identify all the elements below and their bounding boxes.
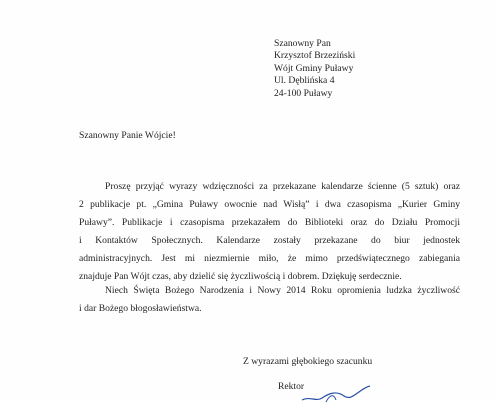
paragraph-line: znajduje Pan Wójt czas, aby dzielić się życzliwością i dobrem. Dziękuję serdecznie.	[79, 271, 402, 282]
body-paragraph-1	[79, 178, 460, 286]
paragraph-line: Niech Święta Bożego Narodzenia i Nowy 2014 Roku opromienia ludzka życzliwość	[105, 285, 460, 296]
signatory-title: Rektor	[278, 381, 305, 392]
recipient-line: 24-100 Puławy	[274, 87, 333, 99]
body-paragraph-2	[79, 282, 460, 318]
recipient-line: Szanowny Pan	[274, 38, 331, 49]
handwritten-signature	[300, 384, 380, 404]
paragraph-line: 2 publikacje pt. „Gmina Puławy owocnie nad Wisłą” i dwa czasopisma „Kurier Gminy	[79, 199, 460, 210]
paragraph-line: administracyjnych. Jest mi niezmiernie miło, że mimo przedświątecznego zabiegania	[79, 253, 460, 264]
recipient-line: Wójt Gminy Puławy	[274, 62, 354, 74]
paragraph-line: i Kontaktów Społecznych. Kalendarze zostały przekazane do biur jednostek	[79, 235, 460, 246]
recipient-address	[274, 38, 355, 100]
paragraph-line: Puławy”. Publikacje i czasopisma przekazałem do Biblioteki oraz do Działu Promocji	[79, 217, 460, 228]
salutation: Szanowny Panie Wójcie!	[79, 130, 176, 141]
recipient-line: Ul. Dęblińska 4	[274, 75, 335, 87]
recipient-line: Krzysztof Brzeziński	[274, 50, 356, 62]
closing-phrase: Z wyrazami głębokiego szacunku	[243, 356, 373, 367]
paragraph-line: i dar Bożego błogosławieństwa.	[79, 303, 202, 314]
paragraph-line: Proszę przyjąć wyrazy wdzięczności za przekazane kalendarze ścienne (5 sztuk) oraz	[105, 181, 460, 192]
